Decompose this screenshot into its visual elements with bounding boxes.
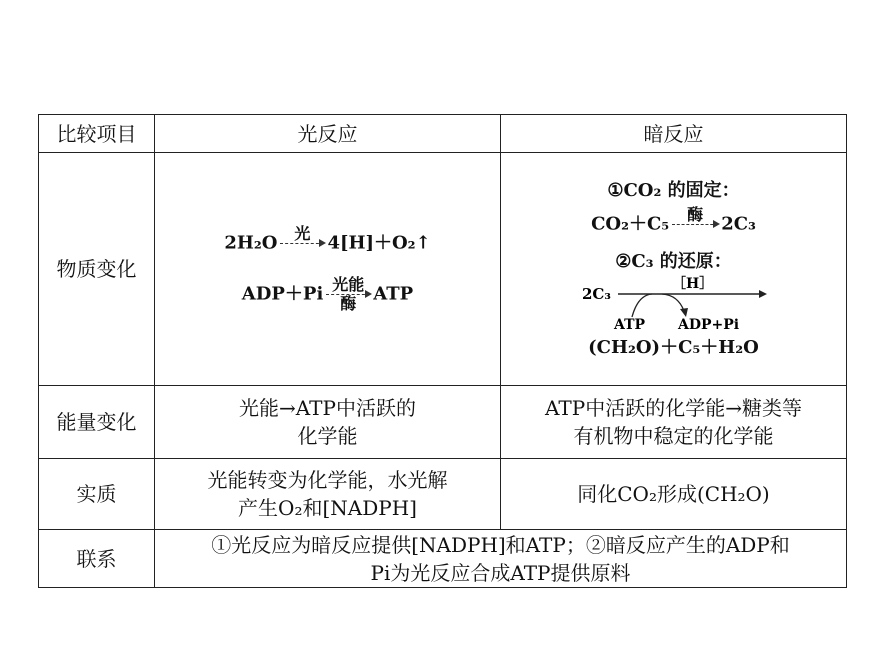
essence-label: 实质 [39,459,155,530]
reduction-products: (CH₂O)＋C₅＋H₂O [588,336,759,358]
light-material-cell [155,153,501,386]
light-energy-cell [155,386,501,459]
dark-material-cell [501,153,847,386]
link-cell [155,530,847,588]
light-essence-line2: 产生O₂和[NADPH] [238,496,417,520]
atp-synthesis-equation [159,276,496,313]
adp-pi-label: ADP+Pi [677,316,739,333]
reduction-arrow-head [759,290,767,298]
header-compare-item: 比较项目 [39,115,155,153]
c3-label: 2C₃ [581,284,611,303]
eq2-arrow [326,276,370,313]
header-row [39,115,847,153]
water-photolysis-equation [159,225,496,262]
energy-row [39,386,847,459]
fix-left: CO₂＋C₅ [591,213,670,234]
h-label: ［H］ [671,275,713,292]
co2-fixation-equation [505,206,842,243]
eq2-left: ADP＋Pi [241,283,324,305]
dark-energy-line2: 有机物中稳定的化学能 [573,424,774,448]
eq2-arrow-bottom: 酶 [340,294,357,313]
light-essence-cell [155,459,501,530]
material-row [39,153,847,386]
atp-curve [632,294,652,317]
light-essence-line1: 光能转变为化学能，水光解 [207,468,448,492]
eq1-left: 2H₂O [224,232,278,254]
header-light-reaction: 光反应 [155,115,501,153]
energy-label: 能量变化 [39,386,155,459]
material-label: 物质变化 [39,153,155,386]
adp-curve [662,294,684,311]
dark-energy-line1: ATP中活跃的化学能→糖类等 [545,396,802,420]
dark-energy-cell [501,386,847,459]
link-line2: Pi为光反应合成ATP提供原料 [370,560,631,585]
c3-reduction-title: ②C₃ 的还原： [615,250,732,272]
link-line1: ①光反应为暗反应提供[NADPH]和ATP；②暗反应产生的ADP和 [211,532,790,557]
eq2-arrow-top: 光能 [332,275,365,294]
eq1-right: 4[H]＋O₂ [327,232,416,254]
eq2-right: ATP [373,283,414,305]
fix-arrow [672,206,718,243]
gas-up-arrow: ↑ [415,232,431,254]
header-dark-reaction: 暗反应 [501,115,847,153]
adp-curve-head [680,308,688,317]
link-label: 联系 [39,530,155,588]
c3-reduction-diagram [574,275,774,333]
fix-right: 2C₃ [721,213,756,234]
light-energy-line2: 化学能 [297,424,358,448]
eq1-arrow-label: 光 [294,224,311,243]
essence-row [39,459,847,530]
co2-fixation-title: ①CO₂ 的固定： [607,179,740,201]
light-energy-line1: 光能→ATP中活跃的 [239,396,416,420]
comparison-table [38,114,847,588]
atp-label: ATP [613,316,645,333]
dark-essence-cell: 同化CO₂形成(CH₂O) [501,459,847,530]
fix-arrow-label: 酶 [687,204,704,224]
eq1-arrow [280,225,324,262]
link-row [39,530,847,588]
